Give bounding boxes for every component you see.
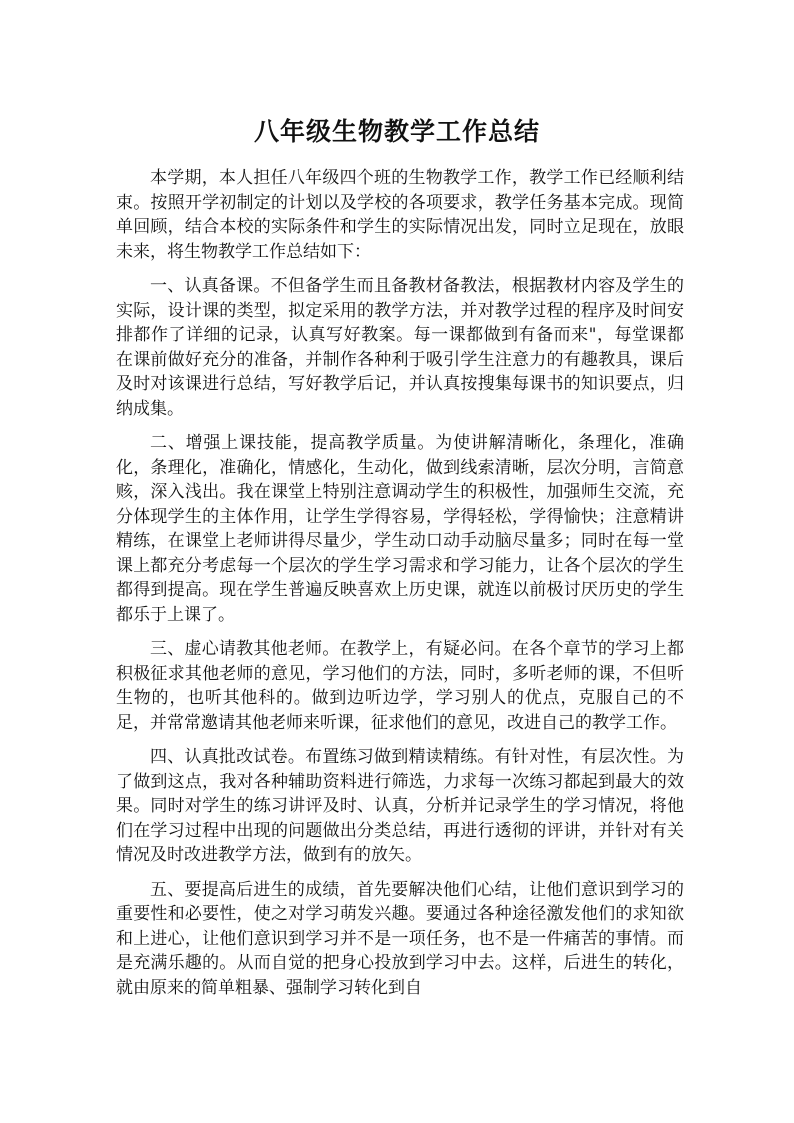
paragraph-struggling-students: 五、要提高后进生的成绩，首先要解决他们心结，让他们意识到学习的重要性和必要性，使之对学习萌发兴趣。要通过各种途径激发他们的求知欲和上进心，让他们意识到学习并不是一项任务，也不是一件痛苦的事情。而是充满乐趣的。从而自觉的把身心投放到学习中去。这样，后进生的转化，就由原来的简单粗暴、强制学习转化到自 bbox=[116, 879, 684, 998]
paragraph-intro: 本学期，本人担任八年级四个班的生物教学工作，教学工作已经顺利结束。按照开学初制定的计划以及学校的各项要求，教学任务基本完成。现简单回顾，结合本校的实际条件和学生的实际情况出发，同时立足现在，放眼未来，将生物教学工作总结如下： bbox=[116, 168, 684, 262]
paragraph-consult-teachers: 三、虚心请教其他老师。在教学上，有疑必问。在各个章节的学习上都积极征求其他老师的意见，学习他们的方法，同时，多听老师的课，不但听生物的，也听其他科的。做到边听边学，学习别人的优点，克服自己的不足，并常常邀请其他老师来听课，征求他们的意见，改进自己的教学工作。 bbox=[116, 639, 684, 733]
paragraph-teaching-skills: 二、增强上课技能，提高教学质量。为使讲解清晰化，条理化，准确化，条理化，准确化，情感化，生动化，做到线索清晰，层次分明，言简意赅，深入浅出。我在课堂上特别注意调动学生的积极性，加强师生交流，充分体现学生的主体作用，让学生学得容易，学得轻松，学得愉快；注意精讲精练，在课堂上老师讲得尽量少，学生动口动手动脑尽量多；同时在每一堂课上都充分考虑每一个层次的学生学习需求和学习能力，让各个层次的学生都得到提高。现在学生普遍反映喜欢上历史课，就连以前极讨厌历史的学生都乐于上课了。 bbox=[116, 433, 684, 625]
page-title: 八年级生物教学工作总结 bbox=[253, 117, 540, 146]
paragraph-grading-exams: 四、认真批改试卷。布置练习做到精读精练。有针对性，有层次性。为了做到这点，我对各种辅助资料进行筛选，力求每一次练习都起到最大的效果。同时对学生的练习讲评及时、认真，分析并记录学生的学习情况，将他们在学习过程中出现的问题做出分类总结，再进行透彻的评讲，并针对有关情况及时改进教学方法，做到有的放矢。 bbox=[116, 747, 684, 865]
paragraph-lesson-preparation: 一、认真备课。不但备学生而且备教材备教法，根据教材内容及学生的实际，设计课的类型，拟定采用的教学方法，并对教学过程的程序及时间安排都作了详细的记录，认真写好教案。每一课都做到有备而来"，每堂课都在课前做好充分的准备，并制作各种利于吸引学生注意力的有趣教具，课后及时对该课进行总结，写好教学后记，并认真按搜集每课书的知识要点，归纳成集。 bbox=[116, 276, 684, 419]
document-body bbox=[116, 166, 684, 1010]
